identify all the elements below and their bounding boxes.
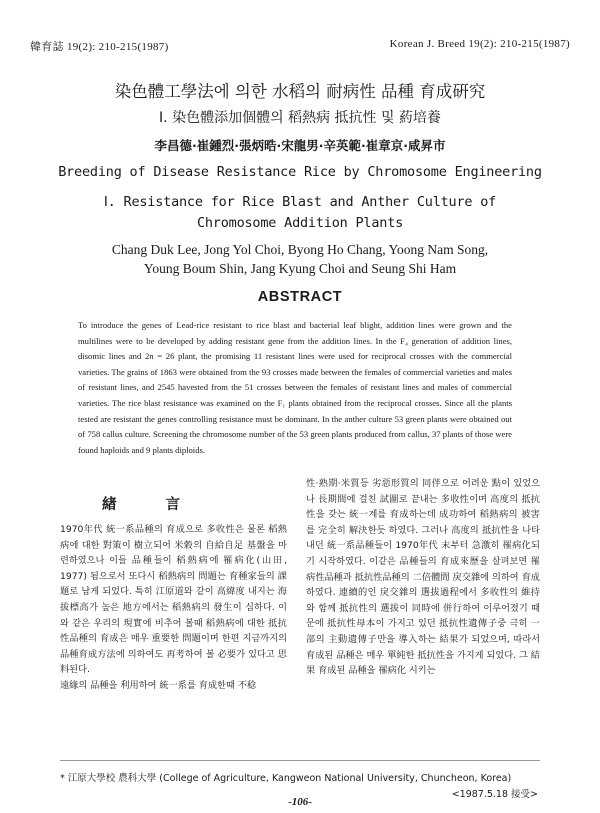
title-korean: 染色體工學法에 의한 水稻의 耐病性 品種 育成硏究 [114,82,486,101]
right-column-text: 性·熟期·米質등 劣惡形質의 同伴으로 어려운 點이 있었으나 長期間에 걸친 試圖로 끝내는 多收性이며 高度의 抵抗性을 갖는 統一계를 育成하는데 成功하여 稻熱病의 被害를 完全히 解決한듯 하였다. 그러나 高度의 抵抗性을 나타내던 統一系品種들이 1970年代 末부터 急激히 罹病化되기 시작하였다. 이같은 品種들의 育成來歷을 살펴보면 罹病性品種과 抵抗性品種의 二倍體間 戾交雜에 의하여 育成하였다. 連續的인 戾交雜의 選拔過程에서 多收性의 維持와 함께 抵抗性의 選拔이 同時에 併行하여 이루어졌기 때문에 抵抗性母本이 가지고 있던 抵抗性遺傳子중 극히 一部의 主動遺傳子만을 導入하는 結果가 되었으며, 따라서 育成된 品種은 매우 單純한 抵抗性을 가지게 되었다. 그 結果 育成된 品種을 罹病化 시키는 [306,478,540,677]
footnote-divider [60,760,540,761]
title-english: Breeding of Disease Resistance Rice by Chromosome Engineering [58,164,542,180]
left-column-text: 1970年代 統一系品種의 育成으로 多收性은 물론 稻熱病에 대한 對策이 樹立되어 米穀의 自給自足 基盤을 마련하였으나 이들 品種들이 稻熱病에 罹病化(山田, 1977) 됨으로서 또다시 稻熱病의 問題는 育種家들의 課題로 남게 되었다. 특히 江原道와 같이 高緯度 내지는 海拔標高가 높은 地方에서는 稻熱病의 發生이 심하다. 이와 같은 우리의 現實에 비추어 볼때 稻熱病에 대한 抵抗性品種의 育成은 매우 重要한 問題이며 한편 지금까지의 品種育成方法에 의하여도 再考하여 볼 必要가 있다고 思料된다. [60,524,287,676]
received-date: <1987.5.18 接受> [451,789,538,800]
authors-korean: 李昌德·崔鍾烈·張炳晧·宋龍男·辛英範·崔章京·咸昇市 [154,138,446,153]
authors-english-line1: Chang Duk Lee, Jong Yol Choi, Byong Ho Chang, Yoong Nam Song, [111,242,489,257]
subtitle-english-line2: Chromosome Addition Plants [196,215,404,231]
abstract-heading: ABSTRACT [257,289,343,305]
left-column-last-line: 遠緣의 品種을 利用하여 統一系를 育成한때 不稔 [60,679,257,691]
section-heading-introduction: 緖 言 [101,497,203,513]
subtitle-korean: Ⅰ. 染色體添加個體의 稻熱病 抵抗性 및 葯培養 [159,110,441,126]
journal-header-left: 韓育誌 19(2): 210-215(1987) [30,41,169,53]
abstract-text: To introduce the genes of Lead-rice resistant to rice blast and bacterial leaf blight, addition lines were grown and the multilines were to be developed by adding resistant gene from the addition lines. In the F₄ generation of addition lines, disomic lines and 2n = 26 plant, the promising 11 resistant lines were used for reciprocal crosses with the commercial varieties. The grains of 1863 were obtained from the 93 crosses made between the females of commercial varieties and males of resistant lines, and 2545 havested from the 51 crosses between the females of resistant lines and males of commercial varieties. The rice blast resistance was examined on the F₁ plants obtained from the reciprocal crosses. Since all the plants tested are resistant the genes controlling resistance must be dominant. In the anther culture 53 green plants were obtained out of 758 callus culture. Screening the chromosome number of the 53 green plants produced from callus, 37 plants of those were found haploids and 9 plants diploids. [78,320,512,455]
right-column [306,476,540,679]
abstract-body [78,318,512,458]
journal-header-right: Korean J. Breed 19(2): 210-215(1987) [389,38,570,50]
footnote: * 江原大學校 農科大學 (College of Agriculture, Kangweon National University, Chuncheon, Korea) [60,773,512,784]
left-column [60,522,287,694]
authors-english-line2: Young Boum Shin, Jang Kyung Choi and Seung Shi Ham [143,261,457,276]
page-number: -106- [288,796,312,808]
subtitle-english [0,192,600,234]
subtitle-english-line1: Ⅰ. Resistance for Rice Blast and Anther Culture of [103,194,497,210]
authors-english [0,240,600,278]
